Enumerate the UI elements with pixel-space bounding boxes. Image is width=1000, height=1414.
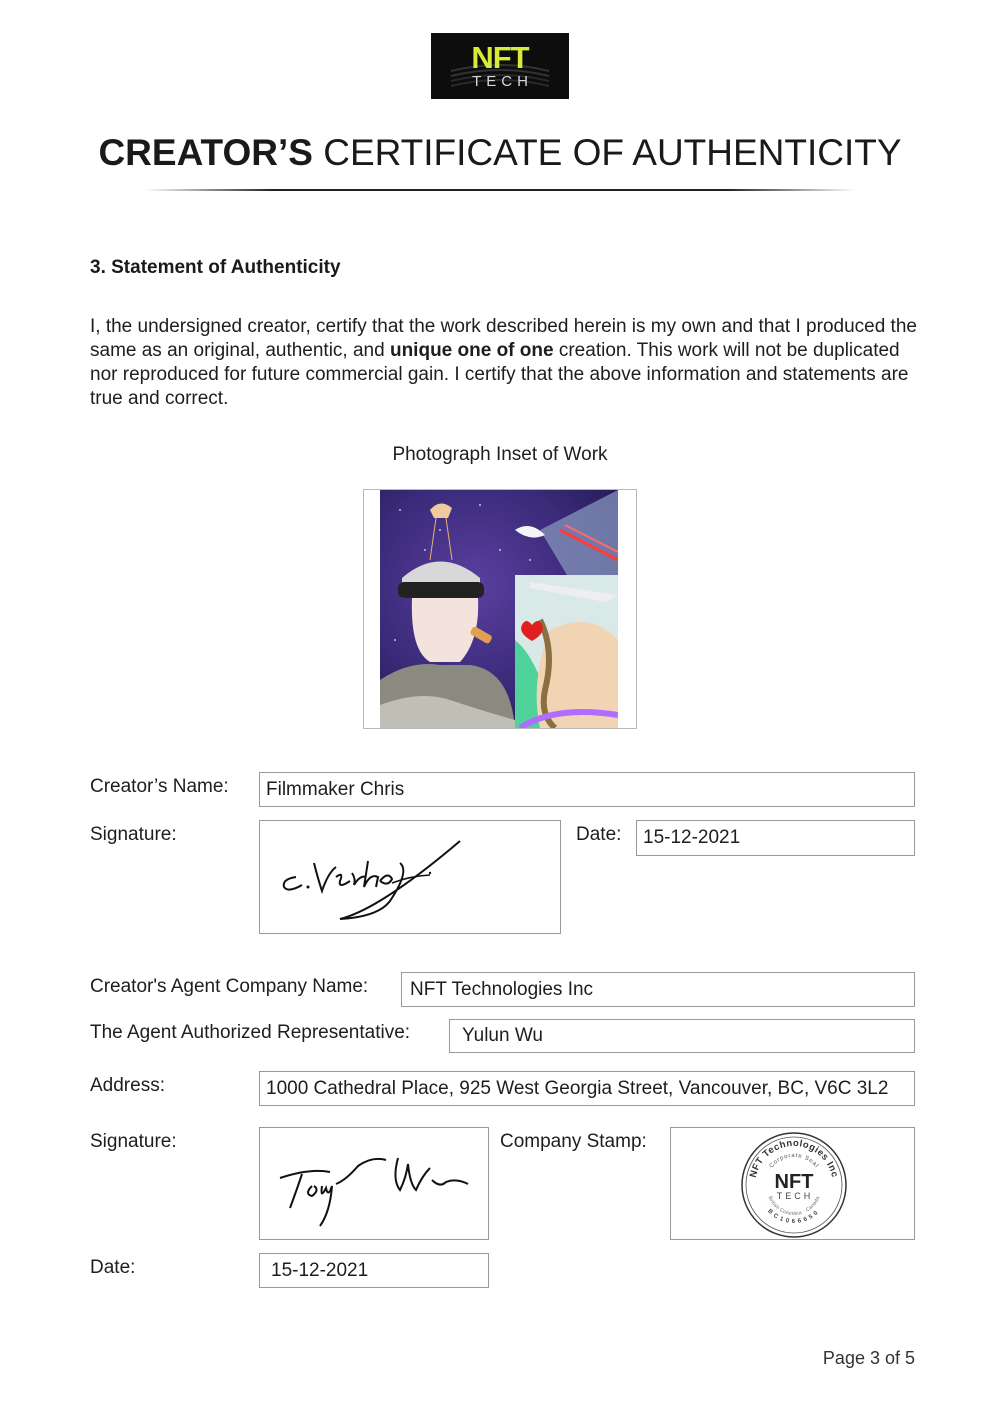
statement-part2: creation. This work will not be duplicated nor reproduced for future commercial gain. I certify that the above information and statements are true and correct. [90,340,909,409]
agent-signature-box[interactable] [259,1127,489,1240]
statement-emphasis: unique one of one [389,340,554,361]
photo-caption: Photograph Inset of Work [392,444,608,465]
logo-nft-text: NFT [471,40,529,75]
statement-paragraph [90,315,920,411]
nft-tech-logo [431,33,569,99]
svg-text:Corporate Seal [769,1153,820,1169]
stamp-inner-text: Corporate Seal [768,1152,820,1170]
agent-rep-field[interactable]: Yulun Wu [449,1019,915,1053]
title-rest: CERTIFICATE OF AUTHENTICITY [323,132,902,173]
stamp-ring-text: NFT Technologies Inc [747,1137,841,1179]
creator-signature-box[interactable] [259,820,561,934]
agent-date-field[interactable]: 15-12-2021 [259,1253,489,1288]
certificate-title [0,130,1000,176]
artwork-image [380,490,618,728]
section-heading: 3. Statement of Authenticity [90,257,341,278]
stamp-center-nft: NFT [774,1171,814,1193]
agent-signature-icon [260,1128,490,1241]
stamp-bottom-text: British Columbia · Canada [766,1195,822,1218]
agent-date-label: Date: [90,1257,136,1278]
stamp-number: BC1066650 [766,1208,822,1226]
creator-signature-label: Signature: [90,824,177,845]
company-stamp-label: Company Stamp: [500,1131,647,1152]
agent-company-field[interactable]: NFT Technologies Inc [401,972,915,1007]
page-number: Page 3 of 5 [822,1348,915,1368]
agent-address-label: Address: [90,1075,165,1096]
title-divider [145,189,855,191]
agent-signature-label: Signature: [90,1131,177,1152]
company-stamp-box [670,1127,915,1240]
creator-name-label: Creator’s Name: [90,776,229,797]
creator-date-field[interactable]: 15-12-2021 [636,820,915,856]
company-seal-icon [671,1128,916,1241]
agent-company-label: Creator's Agent Company Name: [90,976,369,997]
creator-signature-icon [260,821,562,935]
agent-address-field[interactable]: 1000 Cathedral Place, 925 West Georgia Street, Vancouver, BC, V6C 3L2 [259,1071,915,1106]
logo-tech-text: TECH [472,73,533,90]
stamp-center-tech: TECH [776,1191,814,1201]
title-bold-part: CREATOR’S [98,132,313,173]
artwork-photo-frame [363,489,637,729]
statement-part1: I, the undersigned creator, certify that the work described herein is my own and that I produced the same as an original, authentic, and [90,316,917,361]
creator-name-field[interactable]: Filmmaker Chris [259,772,915,807]
creator-date-label: Date: [576,824,622,845]
agent-rep-label: The Agent Authorized Representative: [90,1022,411,1043]
